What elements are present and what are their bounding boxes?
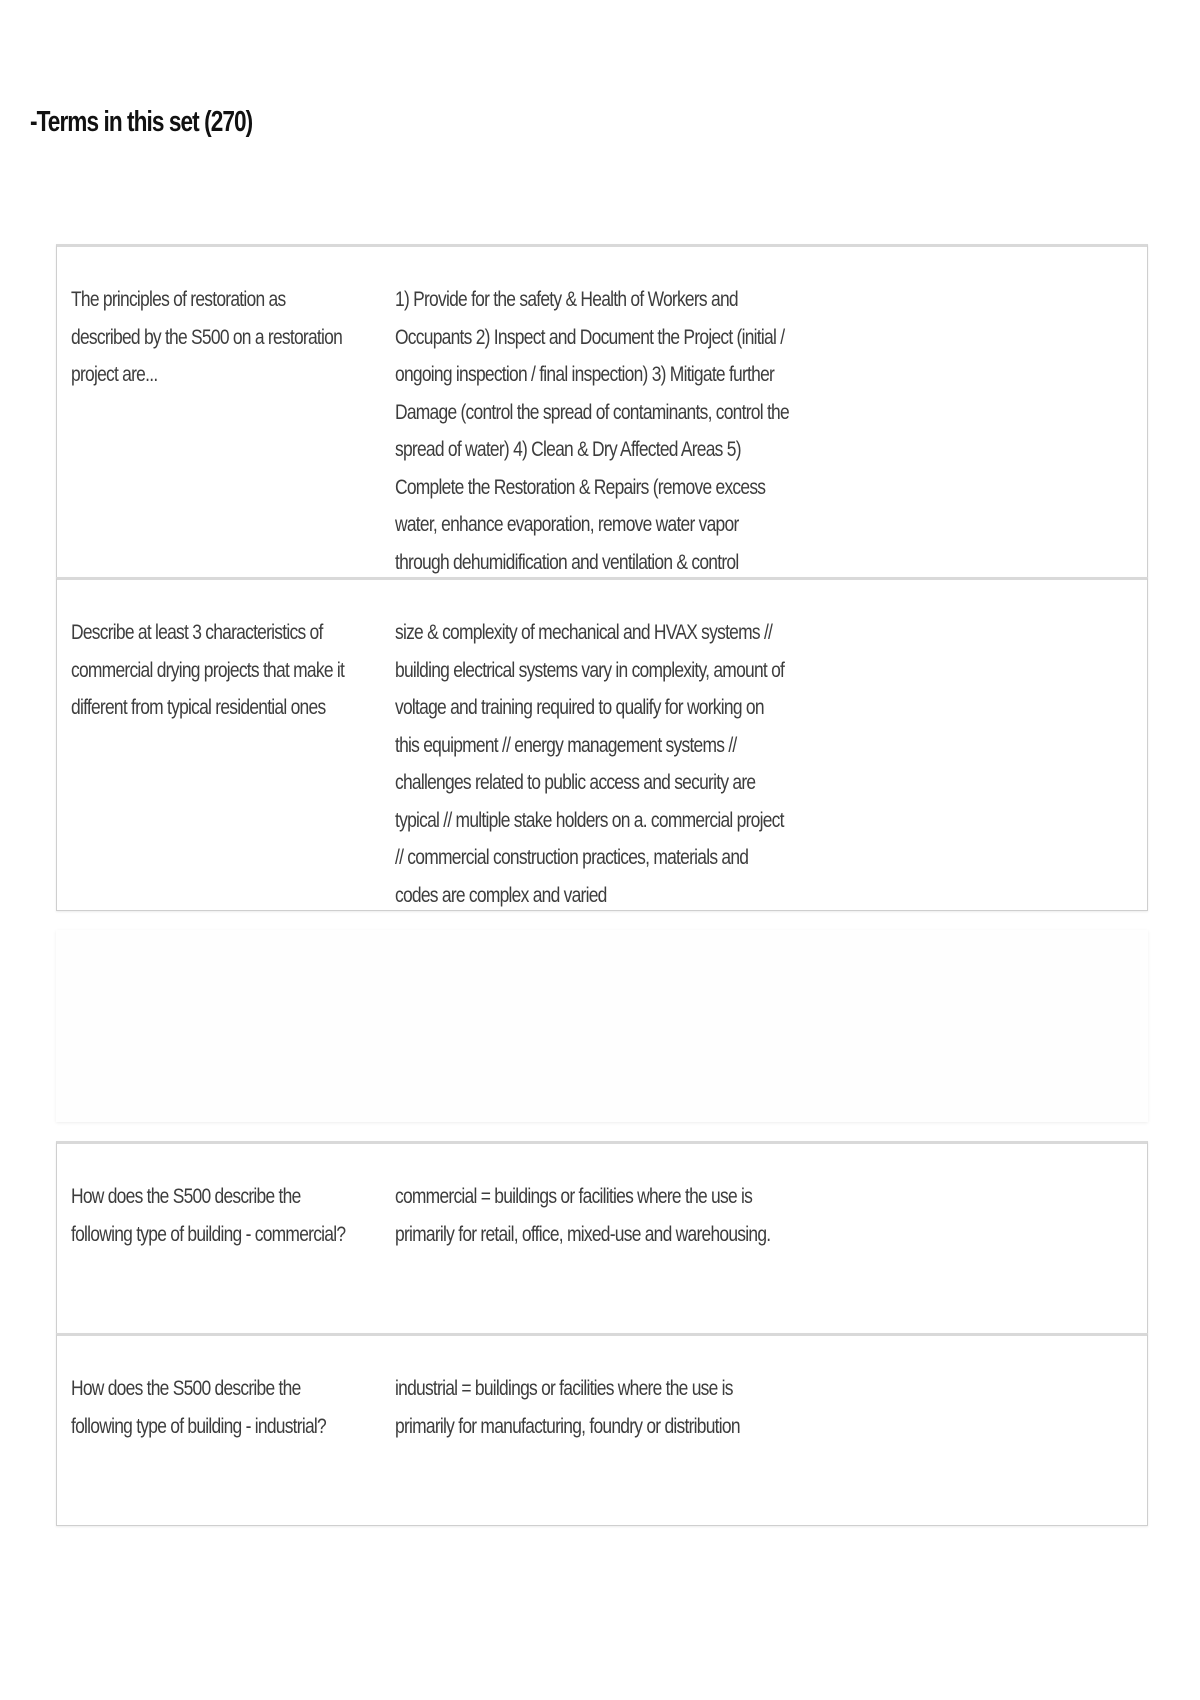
definition-text: commercial = buildings or facilities where the use is primarily for retail, office, mixed-use and warehousing. [395, 1185, 771, 1246]
term-text: Describe at least 3 characteristics of commercial drying projects that make it different from typical residential ones [71, 621, 345, 719]
flashcard-row [56, 244, 1148, 578]
page-title: -Terms in this set (270) [30, 106, 253, 138]
definition-text: size & complexity of mechanical and HVAX systems // building electrical systems vary in complexity, amount of voltage and training required to qualify for working on this equipment // energy management systems // challenges related to public access and security are typical // multiple stake holders on a. commercial project // commercial construction practices, materials and codes are complex and varied [395, 621, 785, 907]
definition-text: 1) Provide for the safety & Health of Workers and Occupants 2) Inspect and Document the Project (initial / ongoing inspection / final inspection) 3) Mitigate further Damage (control the spread of contaminants, control the spread of water) 4) Clean & Dry Affected Areas 5) Complete the Restoration & Repairs (remove excess water, enhance evaporation, remove water vapor through dehumidification and ventilation & control [395, 288, 789, 574]
empty-card-placeholder [56, 930, 1148, 1122]
definition-text: industrial = buildings or facilities where the use is primarily for manufacturing, foundry or distribution [395, 1377, 740, 1438]
flashcard-row [56, 1333, 1148, 1526]
term-text: How does the S500 describe the following type of building - industrial? [71, 1377, 326, 1438]
term-text: The principles of restoration as described by the S500 on a restoration project are... [71, 288, 343, 386]
flashcard-row [56, 577, 1148, 911]
flashcard-row [56, 1141, 1148, 1334]
term-text: How does the S500 describe the following type of building - commercial? [71, 1185, 346, 1246]
